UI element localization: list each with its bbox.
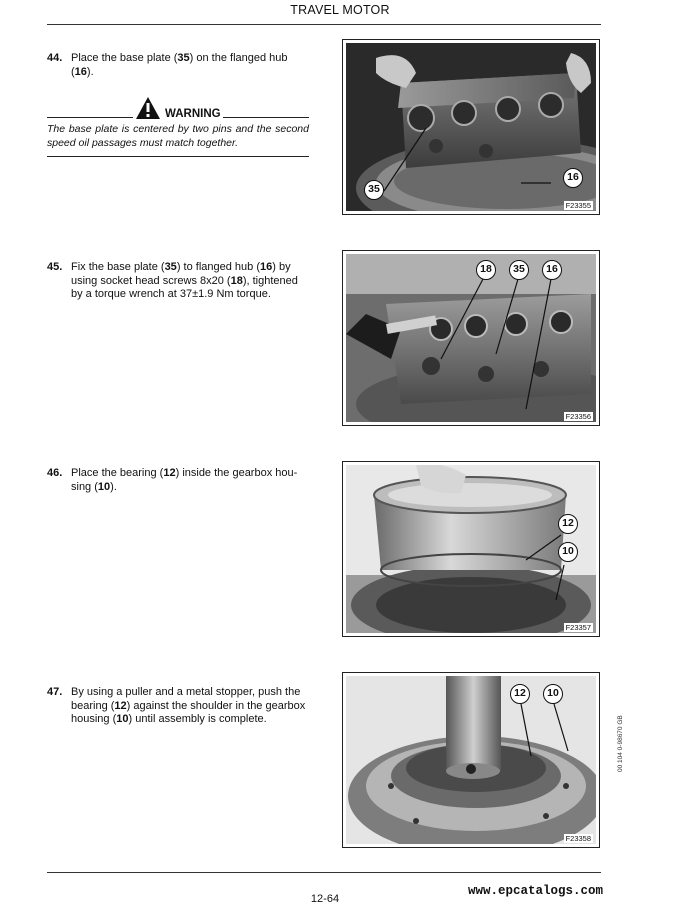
- footer-rule: [47, 872, 601, 873]
- page-title: TRAVEL MOTOR: [290, 3, 390, 17]
- step-46: [47, 467, 309, 494]
- base-plate-photo: [346, 43, 596, 211]
- callout-10: 10: [543, 684, 563, 704]
- watermark-text: www.epcatalogs.com: [468, 884, 604, 898]
- step-text: Place the base plate (35) on the flanged hub (16).: [71, 52, 288, 78]
- warning-text: The base plate is centered by two pins and the second speed oil passages must match together.: [47, 123, 309, 149]
- callout-18: 18: [476, 260, 496, 280]
- callout-35: 35: [509, 260, 529, 280]
- header-rule: [47, 24, 601, 25]
- warning-sign: [133, 94, 221, 120]
- step-text: By using a puller and a metal stopper, push the bearing (12) against the shoulder in the gearbox housing (10) until assembly is complete.: [71, 686, 306, 725]
- step-text: Place the bearing (12) inside the gearbox hou-sing (10).: [71, 467, 298, 493]
- step-45: [47, 261, 309, 302]
- torque-wrench-photo: [346, 254, 596, 422]
- callout-35: 35: [364, 180, 384, 200]
- callout-12: 12: [510, 684, 530, 704]
- warning-bottom-rule: [47, 156, 309, 157]
- warning-icon: [135, 96, 161, 120]
- figure-torque-wrench: [342, 250, 600, 426]
- step-number: 44.: [47, 52, 63, 64]
- step-44: [47, 52, 309, 79]
- step-number: 45.: [47, 261, 63, 273]
- step-number: 46.: [47, 467, 63, 479]
- callout-12: 12: [558, 514, 578, 534]
- warning-header: [47, 94, 309, 120]
- figure-label: F23356: [565, 412, 591, 421]
- figure-bearing: [342, 461, 600, 637]
- page-number: 12-64: [310, 893, 340, 905]
- figure-label: F23358: [565, 834, 591, 843]
- callout-10: 10: [558, 542, 578, 562]
- figure-base-plate: [342, 39, 600, 215]
- figure-label: F23355: [565, 201, 591, 210]
- step-text: Fix the base plate (35) to flanged hub (16) by using socket head screws 8x20 (18), tightened by a torque wrench at 37±1.9 Nm torque.: [71, 261, 298, 300]
- figure-puller: [342, 672, 600, 848]
- step-number: 47.: [47, 686, 63, 698]
- document-code: 00 104 0-98670 GB: [617, 715, 624, 772]
- step-47: [47, 686, 309, 727]
- figure-label: F23357: [565, 623, 591, 632]
- warning-label: WARNING: [165, 108, 221, 120]
- callout-16: 16: [542, 260, 562, 280]
- callout-16: 16: [563, 168, 583, 188]
